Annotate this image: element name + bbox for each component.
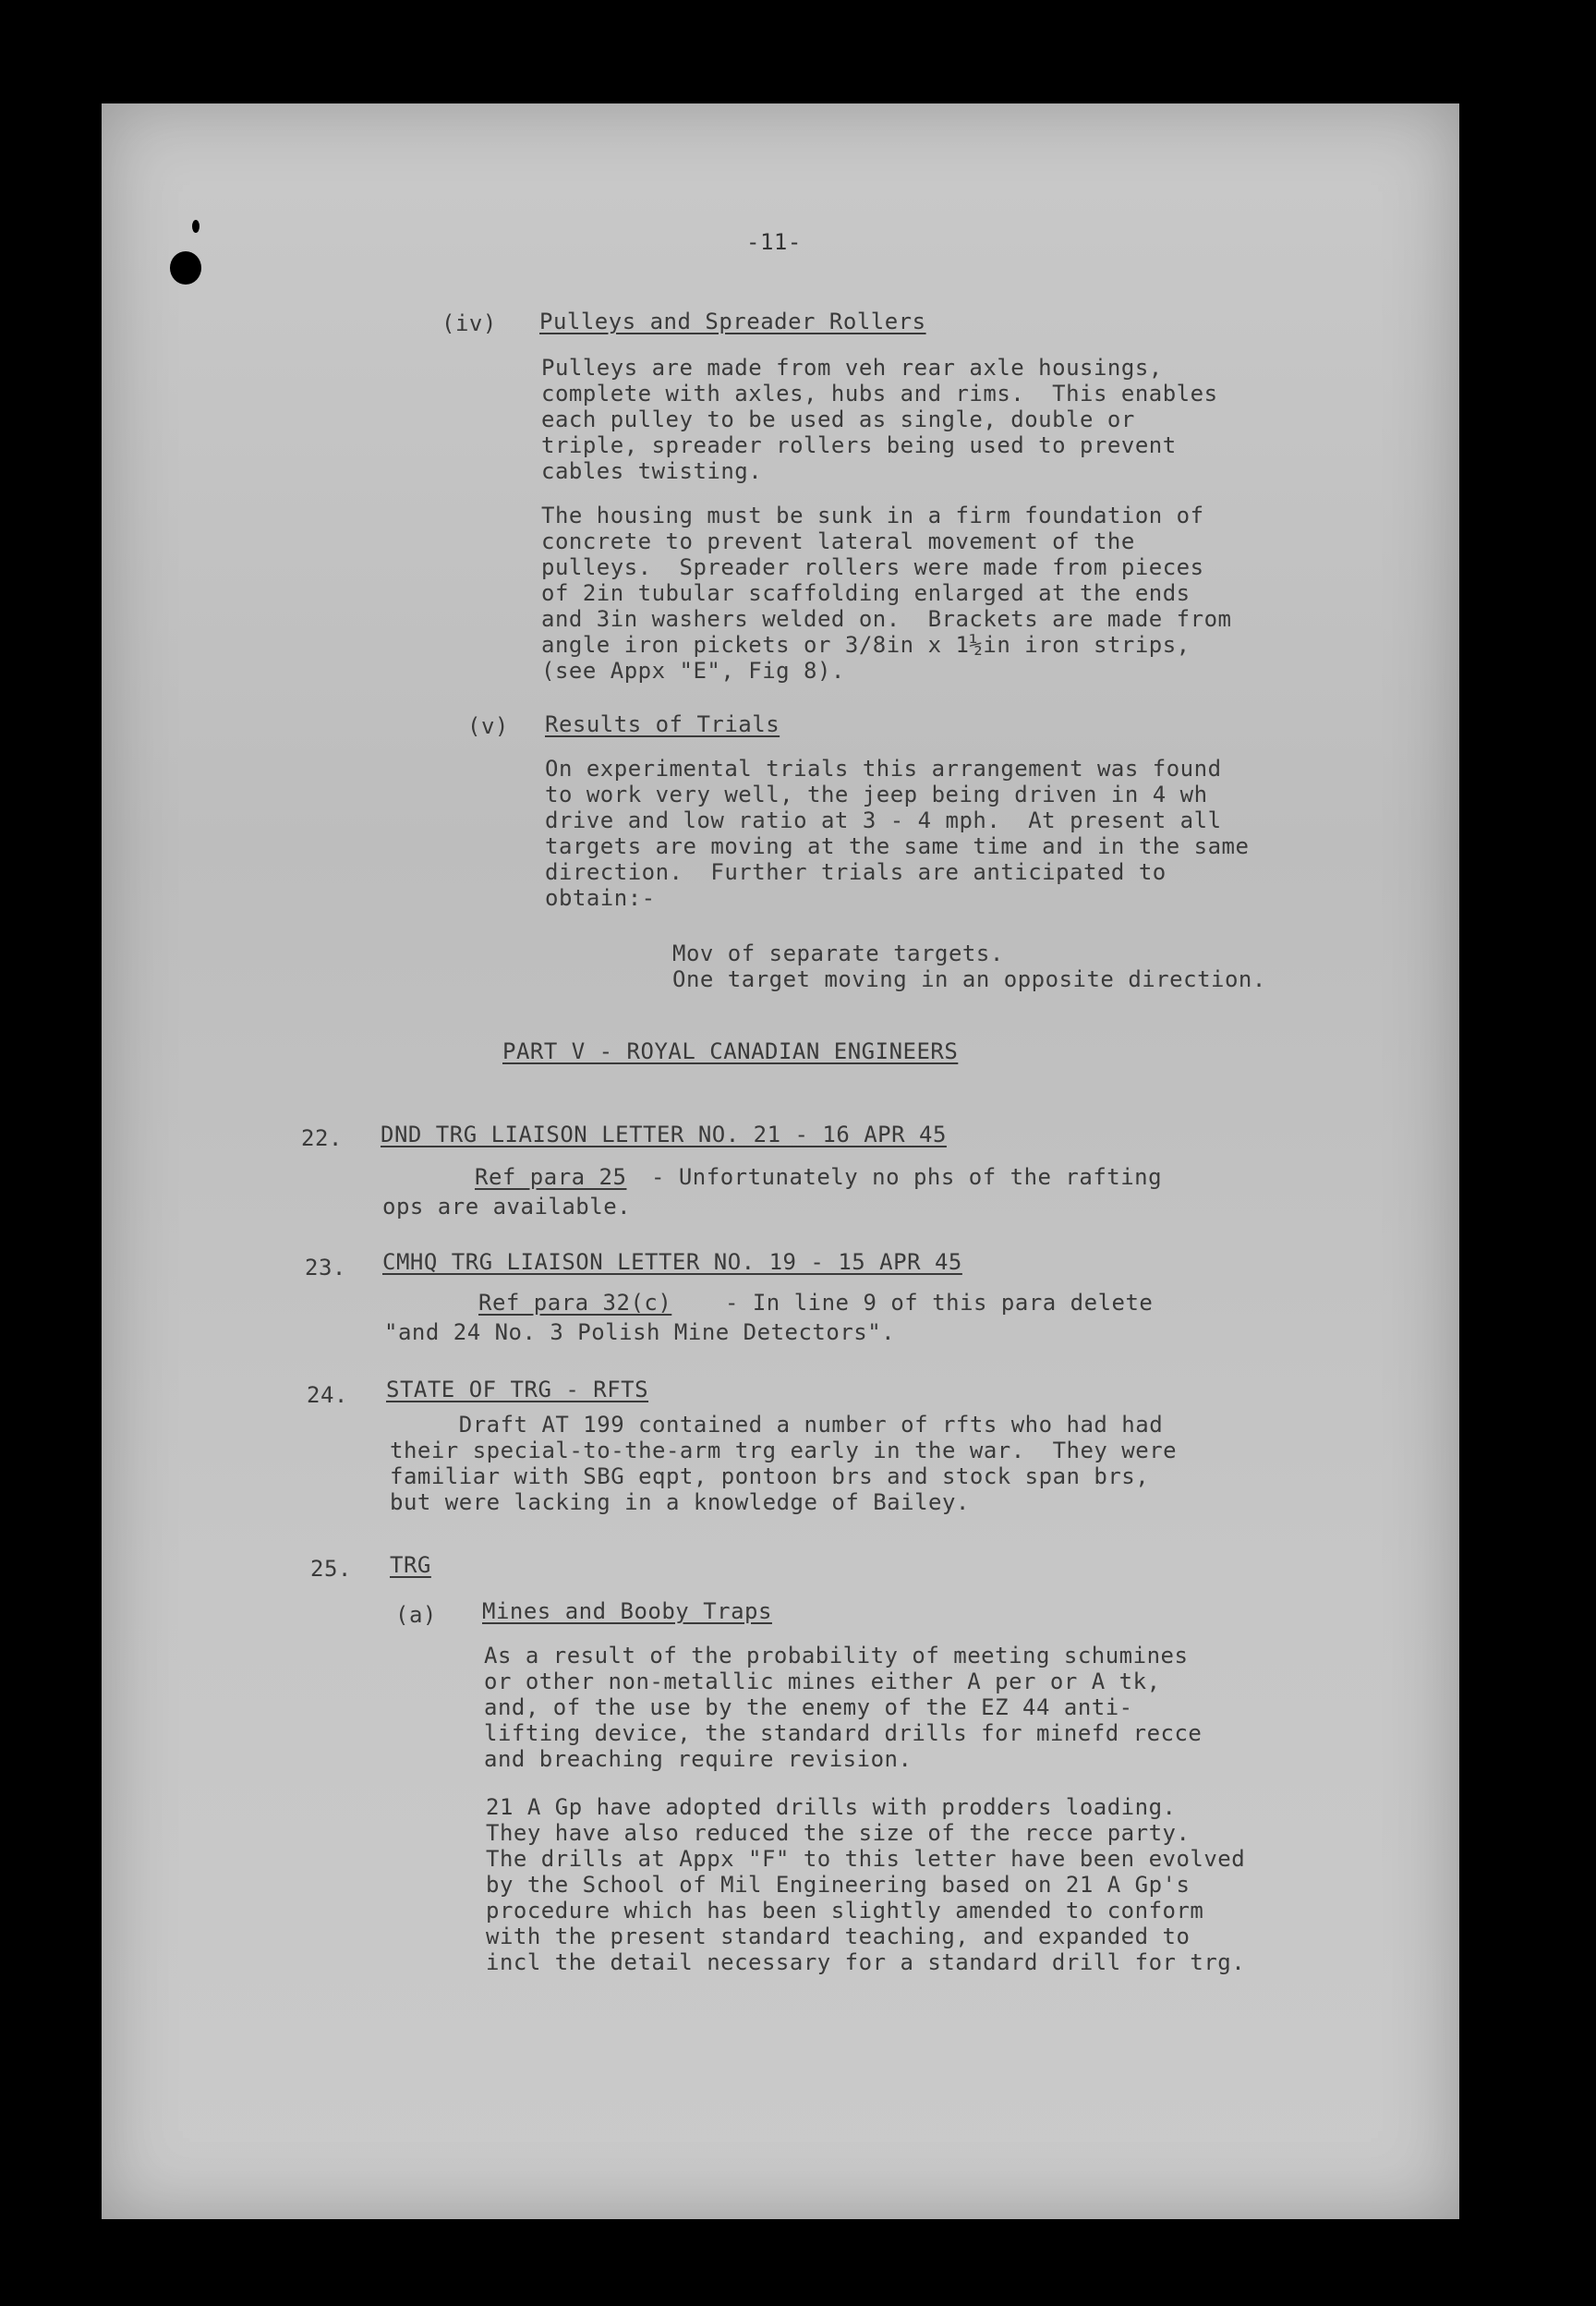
body-line: On experimental trials this arrangement was found (545, 756, 1222, 782)
body-line: of 2in tubular scaffolding enlarged at the ends (541, 580, 1191, 606)
body-line: to work very well, the jeep being driven in 4 wh (545, 782, 1208, 807)
body-line: The housing must be sunk in a firm foundation of (541, 503, 1204, 528)
sub-marker: (a) (395, 1602, 437, 1628)
body-line: cables twisting. (541, 458, 763, 484)
section-marker: (v) (467, 713, 509, 739)
body-line: with the present standard teaching, and expanded to (486, 1924, 1191, 1949)
body-line: As a result of the probability of meeting schumines (484, 1643, 1189, 1669)
item-number: 25. (310, 1556, 352, 1582)
ref-label: Ref para 32(c) (478, 1290, 672, 1316)
list-item: Mov of separate targets. (672, 941, 1004, 966)
section-marker: (iv) (441, 310, 497, 336)
body-line: drive and low ratio at 3 - 4 mph. At present all (545, 807, 1222, 833)
section-heading: Results of Trials (545, 711, 780, 737)
item-heading: CMHQ TRG LIAISON LETTER NO. 19 - 15 APR 45 (382, 1249, 962, 1275)
item-heading: STATE OF TRG - RFTS (386, 1377, 649, 1402)
body-line: Pulleys are made from veh rear axle housings, (541, 355, 1163, 381)
body-line: - In line 9 of this para delete (711, 1290, 1154, 1316)
ref-label: Ref para 25 (475, 1164, 627, 1190)
body-line: triple, spreader rollers being used to prevent (541, 432, 1177, 458)
body-line: lifting device, the standard drills for minefd recce (484, 1720, 1203, 1746)
body-line: ops are available. (382, 1194, 632, 1220)
body-line: but were lacking in a knowledge of Bailey. (390, 1489, 970, 1515)
body-line: concrete to prevent lateral movement of the (541, 528, 1135, 554)
body-line: incl the detail necessary for a standard drill for trg. (486, 1949, 1246, 1975)
body-line: by the School of Mil Engineering based on 21 A Gp's (486, 1872, 1191, 1898)
sub-heading: Mines and Booby Traps (482, 1598, 772, 1624)
punch-hole-mark (170, 251, 201, 285)
body-line: and 3in washers welded on. Brackets are made from (541, 606, 1232, 632)
body-line: "and 24 No. 3 Polish Mine Detectors". (384, 1319, 896, 1345)
body-line: direction. Further trials are anticipated to (545, 859, 1167, 885)
body-line: angle iron pickets or 3/8in x 1½in iron strips, (541, 632, 1191, 658)
body-line: pulleys. Spreader rollers were made from pieces (541, 554, 1204, 580)
body-line: - Unfortunately no phs of the rafting (637, 1164, 1163, 1190)
item-number: 23. (305, 1255, 346, 1280)
body-line: each pulley to be used as single, double or (541, 407, 1135, 432)
body-line: and breaching require revision. (484, 1746, 913, 1772)
body-line: procedure which has been slightly amended to conform (486, 1898, 1204, 1924)
item-number: 22. (301, 1125, 343, 1151)
body-line: Draft AT 199 contained a number of rfts who had had (390, 1412, 1164, 1438)
item-number: 24. (307, 1382, 348, 1408)
body-line: The drills at Appx "F" to this letter have been evolved (486, 1846, 1246, 1872)
body-line: targets are moving at the same time and in the same (545, 833, 1250, 859)
ink-speck (192, 220, 200, 233)
body-line: (see Appx "E", Fig 8). (541, 658, 845, 684)
list-item: One target moving in an opposite direction. (672, 966, 1266, 992)
body-line: complete with axles, hubs and rims. This enables (541, 381, 1218, 407)
item-heading: TRG (390, 1552, 431, 1578)
body-line: and, of the use by the enemy of the EZ 44 anti- (484, 1694, 1133, 1720)
body-line: obtain:- (545, 885, 656, 911)
body-line: familiar with SBG eqpt, pontoon brs and stock span brs, (390, 1463, 1150, 1489)
section-heading: Pulleys and Spreader Rollers (539, 309, 926, 334)
part-heading: PART V - ROYAL CANADIAN ENGINEERS (502, 1038, 959, 1064)
body-line: their special-to-the-arm trg early in the war. They were (390, 1438, 1178, 1463)
page-number: -11- (746, 229, 802, 255)
body-line: 21 A Gp have adopted drills with prodders loading. (486, 1794, 1177, 1820)
body-line: or other non-metallic mines either A per or A tk, (484, 1669, 1161, 1694)
item-heading: DND TRG LIAISON LETTER NO. 21 - 16 APR 45 (381, 1122, 947, 1147)
body-line: They have also reduced the size of the recce party. (486, 1820, 1191, 1846)
